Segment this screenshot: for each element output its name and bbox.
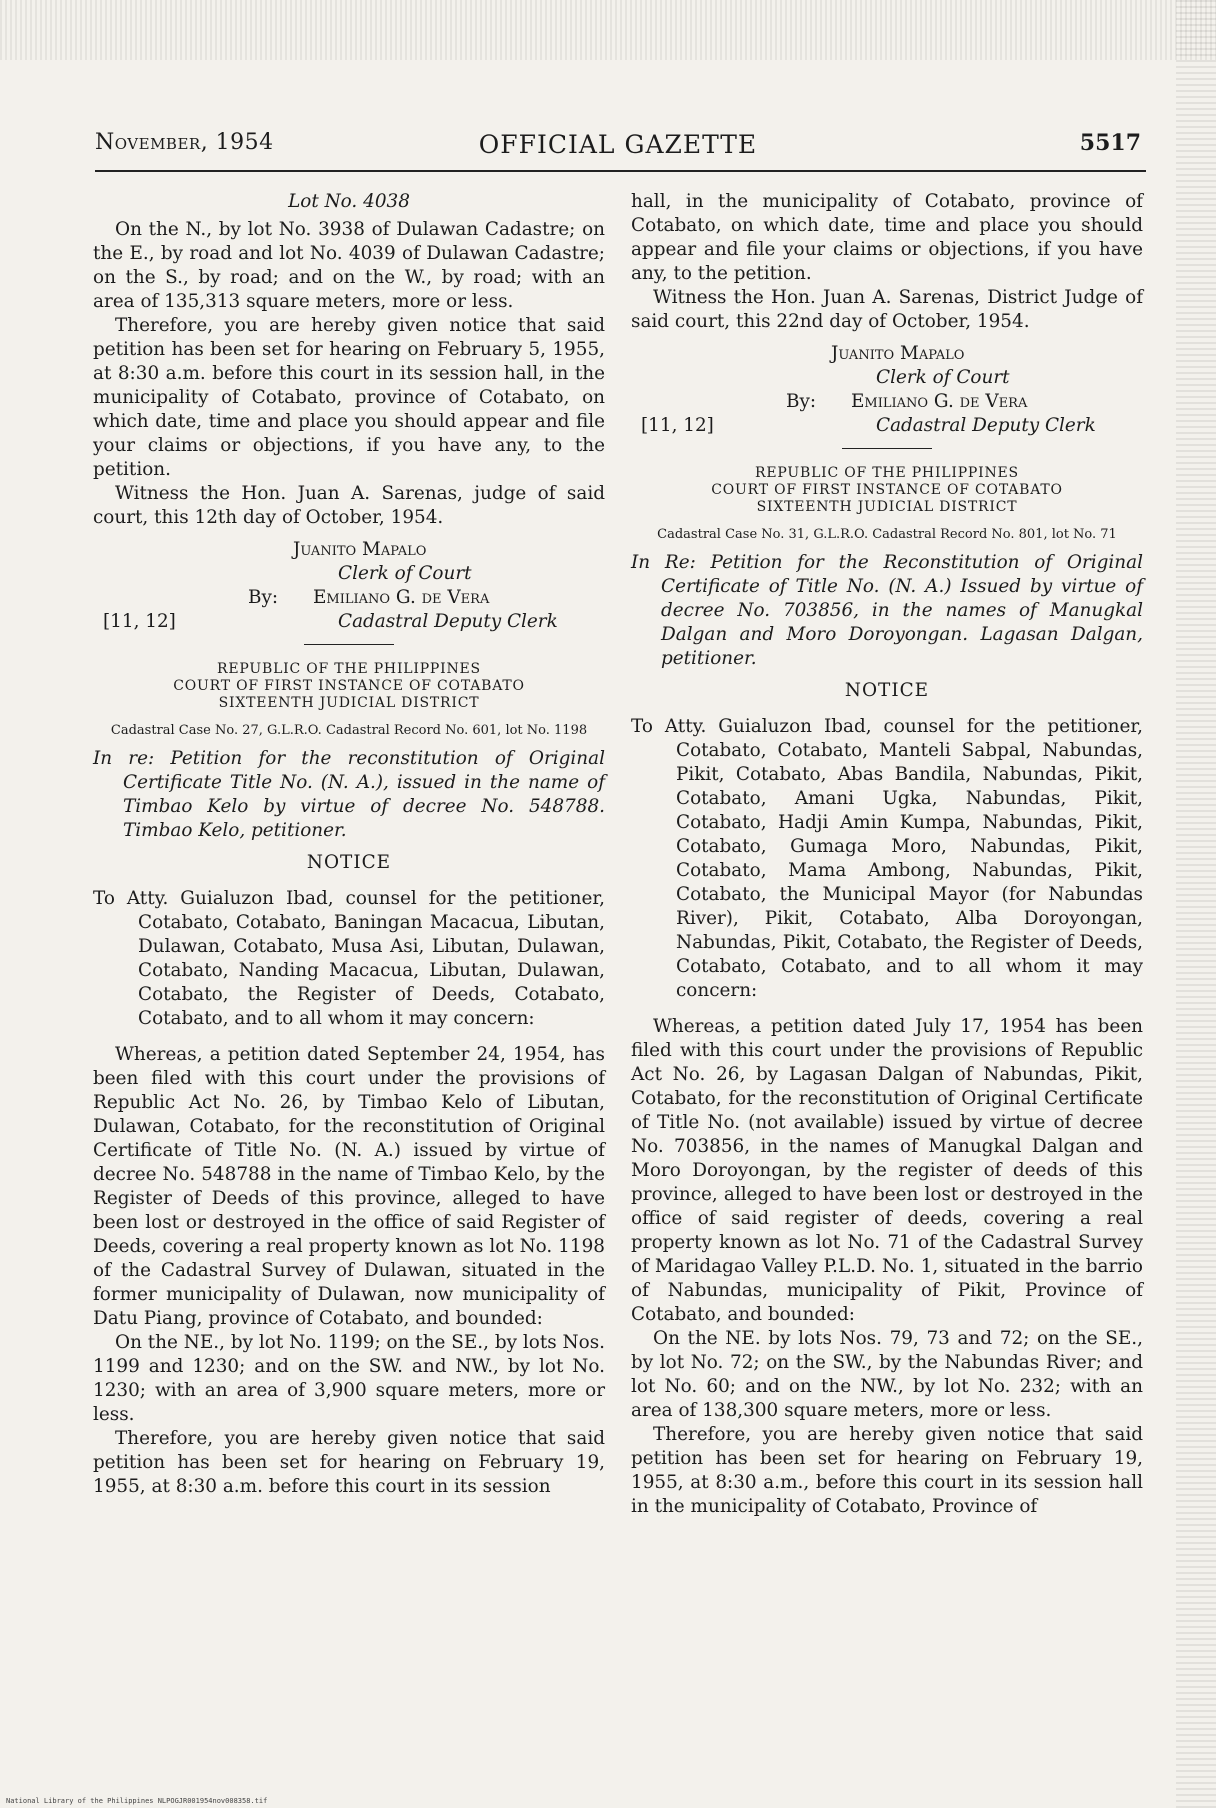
scan-noise-top xyxy=(0,0,1216,60)
page-header xyxy=(95,130,1141,170)
bounds-paragraph: On the NE. by lots Nos. 79, 73 and 72; on the SE., by lot No. 72; on the SW., by the Nabundas River; and lot No. 60; and on the NW., by lot No. 232; with an area of 138,300 square meters, more or less. xyxy=(631,1328,1143,1421)
witness-paragraph: Witness the Hon. Juan A. Sarenas, District Judge of said court, this 22nd day of October, 1954. xyxy=(631,287,1143,332)
ref-row xyxy=(93,610,605,634)
bounds-paragraph: On the NE., by lot No. 1199; on the SE., by lots Nos. 1199 and 1230; and on the SW. and NW., by lot No. 1230; with an area of 3,900 square meters, more or less. xyxy=(93,1332,605,1425)
whereas-paragraph: Whereas, a petition dated July 17, 1954 has been filed with this court under the provisions of Republic Act No. 26, by Lagasan Dalgan of Nabundas, Pikit, Cotabato, for the reconstitution of Original Certificate of Title No. (not available) issued by virtue of decree No. 703856, in the names of Manugkal Dalgan and Moro Doroyongan, by the register of deeds of this province, alleged to have been lost or destroyed in the office of said register of deeds, covering a real property known as lot No. 71 of the Cadastral Survey of Maridagao Valley P.L.D. No. 1, situated in the barrio of Nabundas, municipality of Pikit, Province of Cotabato, and bounded: xyxy=(631,1016,1143,1325)
clerk-name: Juanito Mapalo xyxy=(293,539,427,560)
notice-heading: NOTICE xyxy=(306,852,392,873)
court-heading-2: COURT OF FIRST INSTANCE OF COTABATO xyxy=(173,678,525,694)
continuation-paragraph: hall, in the municipality of Cotabato, province of Cotabato, on which date, time and place you should appear and file your claims or objections, if you have any, to the petition. xyxy=(631,191,1143,284)
court-heading-1: REPUBLIC OF THE PHILIPPINES xyxy=(755,465,1019,481)
issue-date: November, 1954 xyxy=(95,130,274,155)
header-rule xyxy=(95,170,1146,172)
ref-row xyxy=(631,414,1143,438)
court-heading-3: SIXTEENTH JUDICIAL DISTRICT xyxy=(218,695,480,711)
witness-paragraph: Witness the Hon. Juan A. Sarenas, judge of said court, this 12th day of October, 1954. xyxy=(93,483,605,528)
lot-title: Lot No. 4038 xyxy=(288,191,410,212)
addressees: To Atty. Guialuzon Ibad, counsel for the petitioner, Cotabato, Cotabato, Baningan Macacua, Libutan, Dulawan, Cotabato, Musa Asi, Libutan, Dulawan, Cotabato, Nanding Macacua, Libutan, Dulawan, Cotabato, the Register of Deeds, Cotabato, Cotabato, and to all whom it may concern: xyxy=(93,888,605,1029)
clerk-title: Clerk of Court xyxy=(876,367,1010,388)
in-re-caption: In Re: Petition for the Reconstitution of Original Certificate of Title No. (N. A.) Issued by virtue of decree No. 703856, in the names of Manugkal Dalgan and Moro Doroyongan. Lagasan Dalgan, petitioner. xyxy=(631,552,1143,669)
by-row xyxy=(93,586,605,610)
signature-block xyxy=(631,342,1143,438)
left-column xyxy=(93,190,605,1499)
issue-ref: [11, 12] xyxy=(103,611,176,632)
notice-heading: NOTICE xyxy=(844,680,930,701)
publication-title: OFFICIAL GAZETTE xyxy=(478,130,758,159)
in-re-caption: In re: Petition for the reconstitution of Original Certificate Title No. (N. A.), issued in the name of Timbao Kelo by virtue of decree No. 548788. Timbao Kelo, petitioner. xyxy=(93,748,605,841)
section-divider xyxy=(304,644,394,645)
hearing-paragraph: Therefore, you are hereby given notice that said petition has been set for hearing on February 5, 1955, at 8:30 a.m. before this court in its session hall, in the municipality of Cotabato, province of Cotabato, on which date, time and place you should appear and file your claims or objections, if you have any, to the petition. xyxy=(93,315,605,480)
page-number: 5517 xyxy=(1079,130,1141,156)
deputy-name: Emiliano G. de Vera xyxy=(851,391,1028,412)
right-column xyxy=(631,190,1143,1519)
court-heading-1: REPUBLIC OF THE PHILIPPINES xyxy=(217,661,481,677)
addressees: To Atty. Guialuzon Ibad, counsel for the petitioner, Cotabato, Cotabato, Manteli Sabpal, Nabundas, Pikit, Cotabato, Abas Bandila, Nabundas, Pikit, Cotabato, Amani Ugka, Nabundas, Pikit, Cotabato, Hadji Amin Kumpa, Nabundas, Pikit, Cotabato, Gumaga Moro, Nabundas, Pikit, Cotabato, Mama Ambong, Nabundas, Pikit, Cotabato, the Municipal Mayor (for Nabundas River), Pikit, Cotabato, Alba Doroyongan, Nabundas, Pikit, Cotabato, the Register of Deeds, Cotabato, Cotabato, and to all whom it may concern: xyxy=(631,716,1143,1001)
by-label: By: xyxy=(248,587,279,608)
case-number: Cadastral Case No. 27, G.L.R.O. Cadastral Record No. 601, lot No. 1198 xyxy=(110,723,588,738)
signature-block xyxy=(93,538,605,634)
by-label: By: xyxy=(786,391,817,412)
issue-ref: [11, 12] xyxy=(641,415,714,436)
therefore-paragraph: Therefore, you are hereby given notice that said petition has been set for hearing on February 19, 1955, at 8:30 a.m. before this court in its session xyxy=(93,1428,605,1497)
deputy-title: Cadastral Deputy Clerk xyxy=(876,415,1096,436)
clerk-title: Clerk of Court xyxy=(338,563,472,584)
boundary-paragraph: On the N., by lot No. 3938 of Dulawan Cadastre; on the E., by road and lot No. 4039 of Dulawan Cadastre; on the S., by road; and on the W., by road; with an area of 135,313 square meters, more or less. xyxy=(93,219,605,312)
scan-footer: National Library of the Philippines NLPOGJR001954nov008358.tif xyxy=(6,1797,268,1805)
deputy-name: Emiliano G. de Vera xyxy=(313,587,490,608)
by-row xyxy=(631,390,1143,414)
clerk-name: Juanito Mapalo xyxy=(831,343,965,364)
court-heading-2: COURT OF FIRST INSTANCE OF COTABATO xyxy=(711,482,1063,498)
whereas-paragraph: Whereas, a petition dated September 24, 1954, has been filed with this court under the provisions of Republic Act No. 26, by Timbao Kelo of Libutan, Dulawan, Cotabato, for the reconstitution of Original Certificate of Title No. (N. A.) issued by virtue of decree No. 548788 in the name of Timbao Kelo, by the Register of Deeds of this province, alleged to have been lost or destroyed in the office of said Register of Deeds, covering a real property known as lot No. 1198 of the Cadastral Survey of Dulawan, situated in the former municipality of Dulawan, now municipality of Datu Piang, province of Cotabato, and bounded: xyxy=(93,1044,605,1329)
court-heading-3: SIXTEENTH JUDICIAL DISTRICT xyxy=(756,499,1018,515)
scan-noise-right xyxy=(1176,0,1216,1808)
therefore-paragraph: Therefore, you are hereby given notice that said petition has been set for hearing on February 19, 1955, at 8:30 a.m., before this court in its session hall in the municipality of Cotabato, Province of xyxy=(631,1424,1143,1517)
section-divider xyxy=(842,448,932,449)
case-number: Cadastral Case No. 31, G.L.R.O. Cadastral Record No. 801, lot No. 71 xyxy=(657,527,1117,542)
deputy-title: Cadastral Deputy Clerk xyxy=(338,611,558,632)
